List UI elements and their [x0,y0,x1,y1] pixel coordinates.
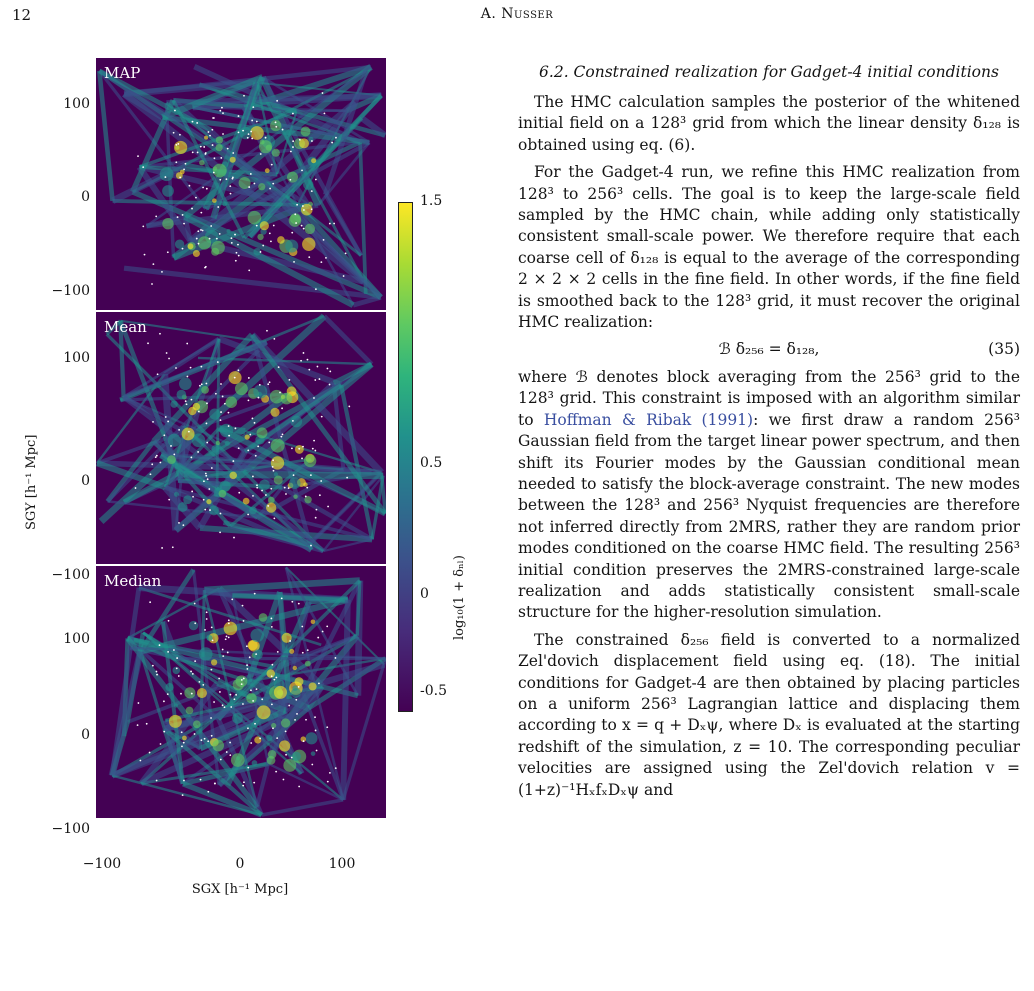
y-tick-label: −100 [51,567,90,583]
text-column [518,58,1020,807]
density-map-image [96,312,386,564]
y-tick-label: 100 [63,631,90,647]
y-tick-label: 0 [81,473,90,489]
paragraph-text: : we first draw a random 256³ Gaussian field from the target linear power spectrum, and then shift its Fourier modes by the Gaussian conditional mean needed to satisfy the block-average constraint. The new modes between the 128³ and 256³ Nyquist frequencies are therefore not inferred directly from 2MRS, rather they are random prior modes conditioned on the coarse HMC field. The resulting 256³ initial condition preserves the 2MRS-constrained large-scale realization and adds statistically consistent small-scale structure for the higher-resolution simulation. [518,410,1020,622]
y-tick-label: −100 [51,283,90,299]
panel-median [96,566,386,818]
paragraph [518,367,1020,624]
y-tick-label: 0 [81,727,90,743]
panel-label: MAP [104,64,141,82]
panel-label: Mean [104,318,147,336]
panel-mean [96,312,386,564]
equation-body: ℬ δ₂₅₆ = δ₁₂₈, [718,340,820,359]
x-tick-label: 0 [235,856,245,872]
y-tick-label: 100 [63,350,90,366]
y-tick-label: 100 [63,96,90,112]
equation [518,339,1020,360]
x-tick-label: 100 [328,856,356,872]
panel-map [96,58,386,310]
panel-label: Median [104,572,162,590]
x-tick-label: −100 [82,856,122,872]
paragraph-text: where ℬ denotes block averaging from the 256³ grid to the 128³ grid. This constraint is imposed with an algorithm similar to [518,367,1020,429]
colorbar-label: log₁₀(1 + δₙₗ) [452,555,467,640]
colorbar [398,202,413,712]
running-head: A. Nusser [480,6,554,22]
page-number: 12 [12,6,32,24]
density-map-image [96,58,386,310]
equation-number: (35) [988,340,1020,359]
citation-link[interactable]: Hoffman & Ribak (1991) [543,410,754,429]
colorbar-tick-label: 0 [420,586,429,602]
y-tick-label: −100 [51,821,90,837]
density-map-image [96,566,386,818]
paragraph: The constrained δ₂₅₆ field is converted to a normalized Zel'dovich displacement field using eq. (18). The initial conditions for Gadget-4 are then obtained by placing particles on a uniform 256³ Lagrangian lattice and displacing them according to x = q + Dₓψ, where Dₓ is evaluated at the starting redshift of the simulation, z = 10. The corresponding peculiar velocities are assigned using the Zel'dovich relation v = (1+z)⁻¹HₓfₓDₓψ and [518,630,1020,799]
y-tick-label: 0 [81,189,90,205]
y-axis-label: SGY [h⁻¹ Mpc] [24,434,39,530]
paragraph: The HMC calculation samples the posterior of the whitened initial field on a 128³ grid from which the linear density δ₁₂₈ is obtained using eq. (6). [518,93,1020,154]
paragraph: For the Gadget-4 run, we refine this HMC realization from 128³ to 256³ cells. The goal is to keep the large-scale field sampled by the HMC chain, while adding only statistically consistent small-scale power. We therefore require that each coarse cell of δ₁₂₈ is equal to the average of the corresponding 2 × 2 × 2 cells in the fine field. In other words, if the fine field is smoothed back to the 128³ grid, it must recover the original HMC realization: [518,163,1020,332]
section-heading: 6.2. Constrained realization for Gadget-4 initial conditions [539,63,999,81]
x-axis-label: SGX [h⁻¹ Mpc] [191,882,289,897]
colorbar-tick-label: 0.5 [420,455,443,471]
colorbar-tick-label: 1.5 [420,193,443,209]
colorbar-tick-label: -0.5 [420,683,447,699]
